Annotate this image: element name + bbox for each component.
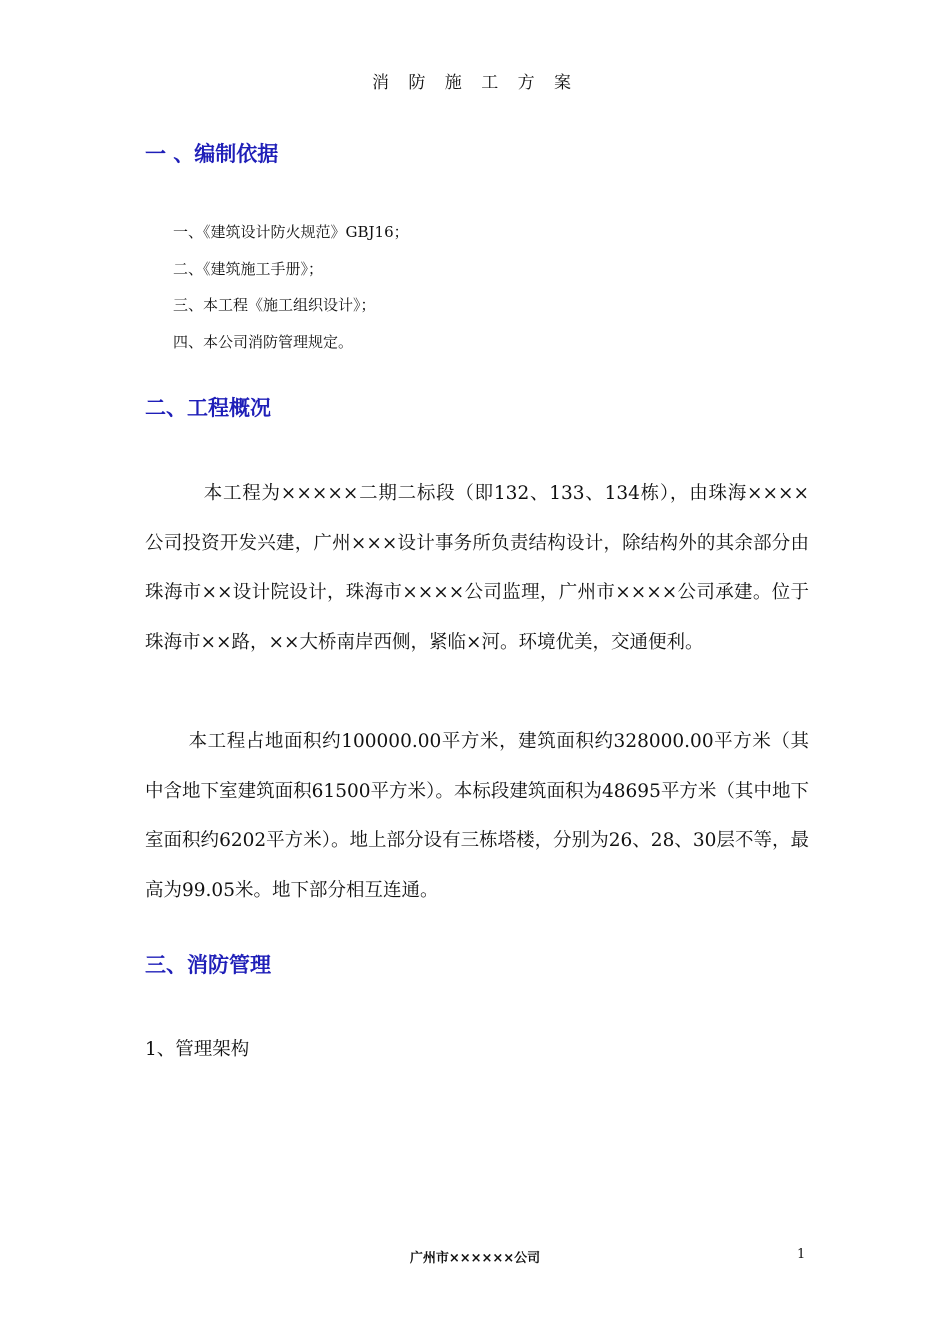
document-title: 消 防 施 工 方 案 — [371, 73, 579, 93]
section-heading-management: 三、消防管理 — [145, 953, 271, 977]
overview-paragraph-1: 本工程为×××××二期二标段（即132、133、134栋），由珠海××××公司投资开发兴建，广州×××设计事务所负责结构设计，除结构外的其余部分由珠海市××设计院设计，珠海市××××公司监理，广州市××××公司承建。位于珠海市××路，××大桥南岸西侧，紧临×河。环境优美，交通便利。 — [145, 483, 809, 653]
footer-company: 广州市××××××公司 — [409, 1251, 541, 1266]
reference-item: 三、本工程《施工组织设计》； — [173, 296, 376, 314]
reference-item: 二、《建筑施工手册》； — [173, 259, 324, 278]
overview-paragraph-2: 本工程占地面积约100000.00平方米，建筑面积约328000.00平方米（其中含地下室建筑面积61500平方米）。本标段建筑面积为48695平方米（其中地下室面积约6202平方米）。地上部分设有三栋塔楼，分别为26、28、30层不等，最高为99.05米。地下部分相互连通。 — [145, 731, 809, 901]
section-heading-basis: 一 、编制依据 — [145, 142, 279, 166]
management-subheading: 1、管理架构 — [145, 1039, 250, 1060]
section-heading-overview: 二、工程概况 — [145, 396, 271, 420]
page-number: 1 — [797, 1247, 806, 1262]
reference-list — [173, 214, 409, 360]
reference-item: 一、《建筑设计防火规范》GBJ16； — [173, 223, 409, 241]
reference-item: 四、本公司消防管理规定。 — [173, 332, 354, 351]
